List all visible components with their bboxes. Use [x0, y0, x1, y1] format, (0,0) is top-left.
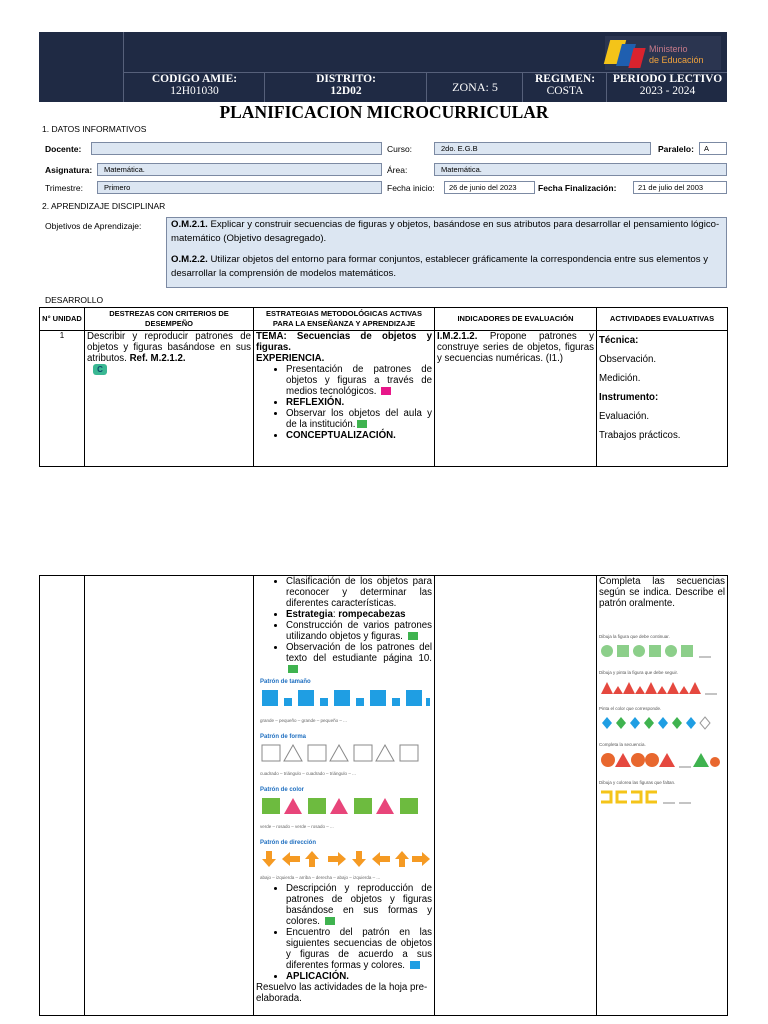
- construccion-text: Construcción de varios patrones utilizando objetos y figuras.: [286, 620, 432, 642]
- tema-title: TEMA: Secuencias de objetos y figuras.: [256, 331, 432, 353]
- estrategias-cell: [254, 331, 435, 467]
- fecha-inicio-field[interactable]: 26 de junio del 2023: [444, 181, 535, 194]
- list-item: [286, 364, 432, 397]
- periodo-label: PERIODO LECTIVO: [612, 73, 723, 85]
- size-pattern-figure: [260, 688, 430, 712]
- estrategia-label: Estrategia: [286, 609, 333, 620]
- activity-caption: Dibuja la figura que debe continuar.: [599, 634, 670, 639]
- reflexion-item-text: Observar los objetos del aula y de la institución.: [286, 408, 432, 430]
- destreza-text: Describir y reproducir patrones de objetos y figuras basándose en sus atributos.: [87, 331, 251, 364]
- green-marker: [357, 420, 367, 428]
- instrumento-item: Trabajos prácticos.: [599, 430, 681, 441]
- zona-value: ZONA: 5: [452, 80, 498, 94]
- activity-caption: Dibuja y pinta la figura que debe seguir.: [599, 670, 679, 675]
- distrito-cell: [264, 73, 427, 102]
- desarrollo-table: [39, 307, 728, 467]
- activity-caption: Completa la secuencia.: [599, 742, 646, 747]
- pattern-title: Patrón de color: [260, 787, 305, 793]
- objetivo1-code: O.M.2.1.: [171, 219, 208, 230]
- ministerio-logo: [605, 36, 721, 70]
- header-actividades: ACTIVIDADES EVALUATIVAS: [597, 308, 728, 331]
- indicador-code: I.M.2.1.2.: [437, 331, 478, 342]
- trimestre-field[interactable]: Primero: [97, 181, 382, 194]
- list-item: [286, 620, 432, 642]
- unidad-cell-empty: [40, 576, 85, 1016]
- periodo-cell: [606, 73, 728, 102]
- shape-pattern-figure: [260, 743, 430, 765]
- clasificacion-text: Clasificación de los objetos para reconocer y determinar las diferentes características.: [286, 576, 432, 609]
- aplicacion-heading: APLICACIÓN.: [286, 971, 349, 982]
- banner-left-block: [39, 32, 124, 102]
- desarrollo-label: DESARROLLO: [45, 295, 104, 305]
- pattern-title: Patrón de dirección: [260, 840, 317, 846]
- actividades-cell: [597, 331, 728, 467]
- experiencia-item-text: Presentación de patrones de objetos y figuras a través de medios tecnológicos.: [286, 364, 432, 397]
- pattern-caption: cuadrado – triángulo – cuadrado – triángulo – ...: [260, 771, 356, 776]
- logo-line1: Ministerio: [649, 44, 688, 54]
- table-row: [40, 576, 728, 1016]
- instrumento-label: Instrumento:: [599, 392, 659, 403]
- green-marker: [288, 665, 298, 673]
- estrategia-value: rompecabezas: [338, 609, 406, 620]
- unidad-cell: [40, 331, 85, 467]
- tecnica-item: Observación.: [599, 354, 657, 365]
- curso-label: Curso:: [387, 144, 413, 154]
- pattern-caption: verde – rosado – verde – rosado – ...: [260, 824, 334, 829]
- objetivos-box: [166, 217, 727, 288]
- list-item: [286, 430, 432, 441]
- destreza-ref: Ref. M.2.1.2.: [129, 353, 186, 364]
- header-banner: [39, 32, 727, 102]
- list-item: [286, 642, 432, 675]
- desarrollo-table-continued: [39, 575, 728, 1016]
- table-row: [40, 331, 728, 467]
- header-unidad: N° UNIDAD: [40, 308, 85, 331]
- activity-sequence-2: [599, 678, 723, 696]
- activity-sequence-4: [599, 750, 723, 770]
- regimen-cell: [522, 73, 607, 102]
- activity-caption: Dibuja y colorea las figuras que faltan.: [599, 780, 676, 785]
- trimestre-label: Trimestre:: [45, 183, 83, 193]
- objetivo1-text: Explicar y construir secuencias de figuras y objetos, basándose en sus atributos para desarrollar el pensamiento lógico-matemático (Objetivo desagregado).: [171, 219, 720, 244]
- list-item: [286, 397, 432, 408]
- indicador-cell: [435, 331, 597, 467]
- color-pattern-figure: [260, 796, 430, 818]
- indicador-cell-empty: [435, 576, 597, 1016]
- unidad-value: 1: [59, 331, 65, 340]
- reflexion-heading: REFLEXIÓN.: [286, 397, 345, 408]
- activity-caption: Pinta el color que corresponde.: [599, 706, 662, 711]
- regimen-label: REGIMEN:: [534, 73, 596, 85]
- destreza-cell-empty: [85, 576, 254, 1016]
- asignatura-label: Asignatura:: [45, 165, 93, 175]
- list-item: [286, 408, 432, 430]
- descripcion-text: Descripción y reproducción de patrones de objetos y figuras basándose en sus formas y colores.: [286, 883, 432, 927]
- pattern-title: Patrón de forma: [260, 734, 307, 740]
- pattern-caption: abajo – izquierda – arriba – derecha – abajo – izquierda – ...: [260, 875, 381, 880]
- docente-field[interactable]: [91, 142, 382, 155]
- objetivo2-code: O.M.2.2.: [171, 254, 208, 265]
- pink-marker: [381, 387, 391, 395]
- codigo-amie-cell: [123, 73, 265, 102]
- list-item: [286, 927, 432, 971]
- green-marker: [408, 632, 418, 640]
- list-item: [286, 576, 432, 609]
- actividades-cell-continued: [597, 576, 728, 1016]
- criterion-badge: C: [93, 364, 107, 375]
- header-destrezas: DESTREZAS CON CRITERIOS DE DESEMPEÑO: [85, 308, 254, 331]
- tecnica-item: Medición.: [599, 373, 641, 384]
- experiencia-heading: EXPERIENCIA.: [256, 353, 325, 364]
- codigo-label: CODIGO AMIE:: [151, 73, 238, 85]
- instrumento-item: Evaluación.: [599, 411, 650, 422]
- distrito-label: DISTRITO:: [316, 73, 376, 85]
- pattern-caption: grande – pequeño – grande – pequeño – ...: [260, 718, 347, 723]
- activity-sequence-1: [599, 642, 723, 660]
- logo-line2: de Educación: [649, 55, 704, 65]
- area-field[interactable]: Matemática.: [434, 163, 727, 176]
- estrategias-cell-continued: [254, 576, 435, 1016]
- list-item: [286, 971, 432, 982]
- pattern-title: Patrón de tamaño: [260, 679, 311, 685]
- zona-cell: [426, 73, 523, 102]
- destreza-cell: [85, 331, 254, 467]
- fecha-fin-field[interactable]: 21 de julio del 2003: [633, 181, 727, 194]
- codigo-value: 12H01030: [170, 85, 219, 97]
- curso-field[interactable]: 2do. E.G.B: [434, 142, 651, 155]
- list-item: • Estrategia: rompecabezas: [286, 609, 432, 620]
- area-label: Área:: [387, 165, 408, 175]
- paralelo-field[interactable]: A: [699, 142, 727, 155]
- paralelo-label: Paralelo:: [658, 144, 694, 154]
- aplicacion-text: Resuelvo las actividades de la hoja pre-elaborada.: [256, 982, 428, 1004]
- objetivo2-text: Utilizar objetos del entorno para formar conjuntos, establecer gráficamente la correspondencia entre sus elementos y desarrollar la comprensión de modelos matemáticos.: [171, 254, 709, 279]
- fecha-fin-label: Fecha Finalización:: [538, 183, 617, 193]
- encuentro-text: Encuentro del patrón en las siguientes secuencias de objetos y figuras de acuerdo a sus diferentes formas y colores.: [286, 927, 432, 971]
- header-estrategias: ESTRATEGIAS METODOLÓGICAS ACTIVAS PARA LA ENSEÑANZA Y APRENDIZAJE: [254, 308, 435, 331]
- activity-sheet: [599, 631, 725, 809]
- asignatura-field[interactable]: Matemática.: [97, 163, 382, 176]
- regimen-value: COSTA: [546, 85, 584, 97]
- actividad-text: Completa las secuencias según se indica. Describe el patrón oralmente.: [599, 576, 725, 609]
- activity-sequence-3: [599, 714, 723, 732]
- blue-marker: [410, 961, 420, 969]
- section-datos-informativos: 1. DATOS INFORMATIVOS: [42, 124, 147, 134]
- docente-label: Docente:: [45, 144, 82, 154]
- header-indicadores: INDICADORES DE EVALUACIÓN: [435, 308, 597, 331]
- observacion-text: Observación de los patrones del texto del estudiante página 10.: [286, 642, 432, 664]
- direction-pattern-figure: [260, 849, 430, 869]
- indicador-text: Propone patrones y construye series de objetos, figuras y secuencias numéricas. (I1.): [437, 331, 594, 364]
- list-item: [286, 883, 432, 927]
- distrito-value: 12D02: [330, 85, 362, 97]
- fecha-inicio-label: Fecha inicio:: [387, 183, 435, 193]
- conceptualizacion-heading: CONCEPTUALIZACIÓN.: [286, 430, 396, 441]
- activity-sequence-5: [599, 788, 723, 806]
- objetivos-label: Objetivos de Aprendizaje:: [45, 221, 142, 231]
- tecnica-label: Técnica:: [599, 335, 639, 346]
- green-marker: [325, 917, 335, 925]
- periodo-value: 2023 - 2024: [639, 85, 696, 97]
- page-title: PLANIFICACION MICROCURRICULAR: [219, 102, 549, 122]
- section-aprendizaje: 2. APRENDIZAJE DISCIPLINAR: [42, 201, 166, 211]
- table-header-row: [40, 308, 728, 331]
- pattern-examples: [256, 675, 432, 883]
